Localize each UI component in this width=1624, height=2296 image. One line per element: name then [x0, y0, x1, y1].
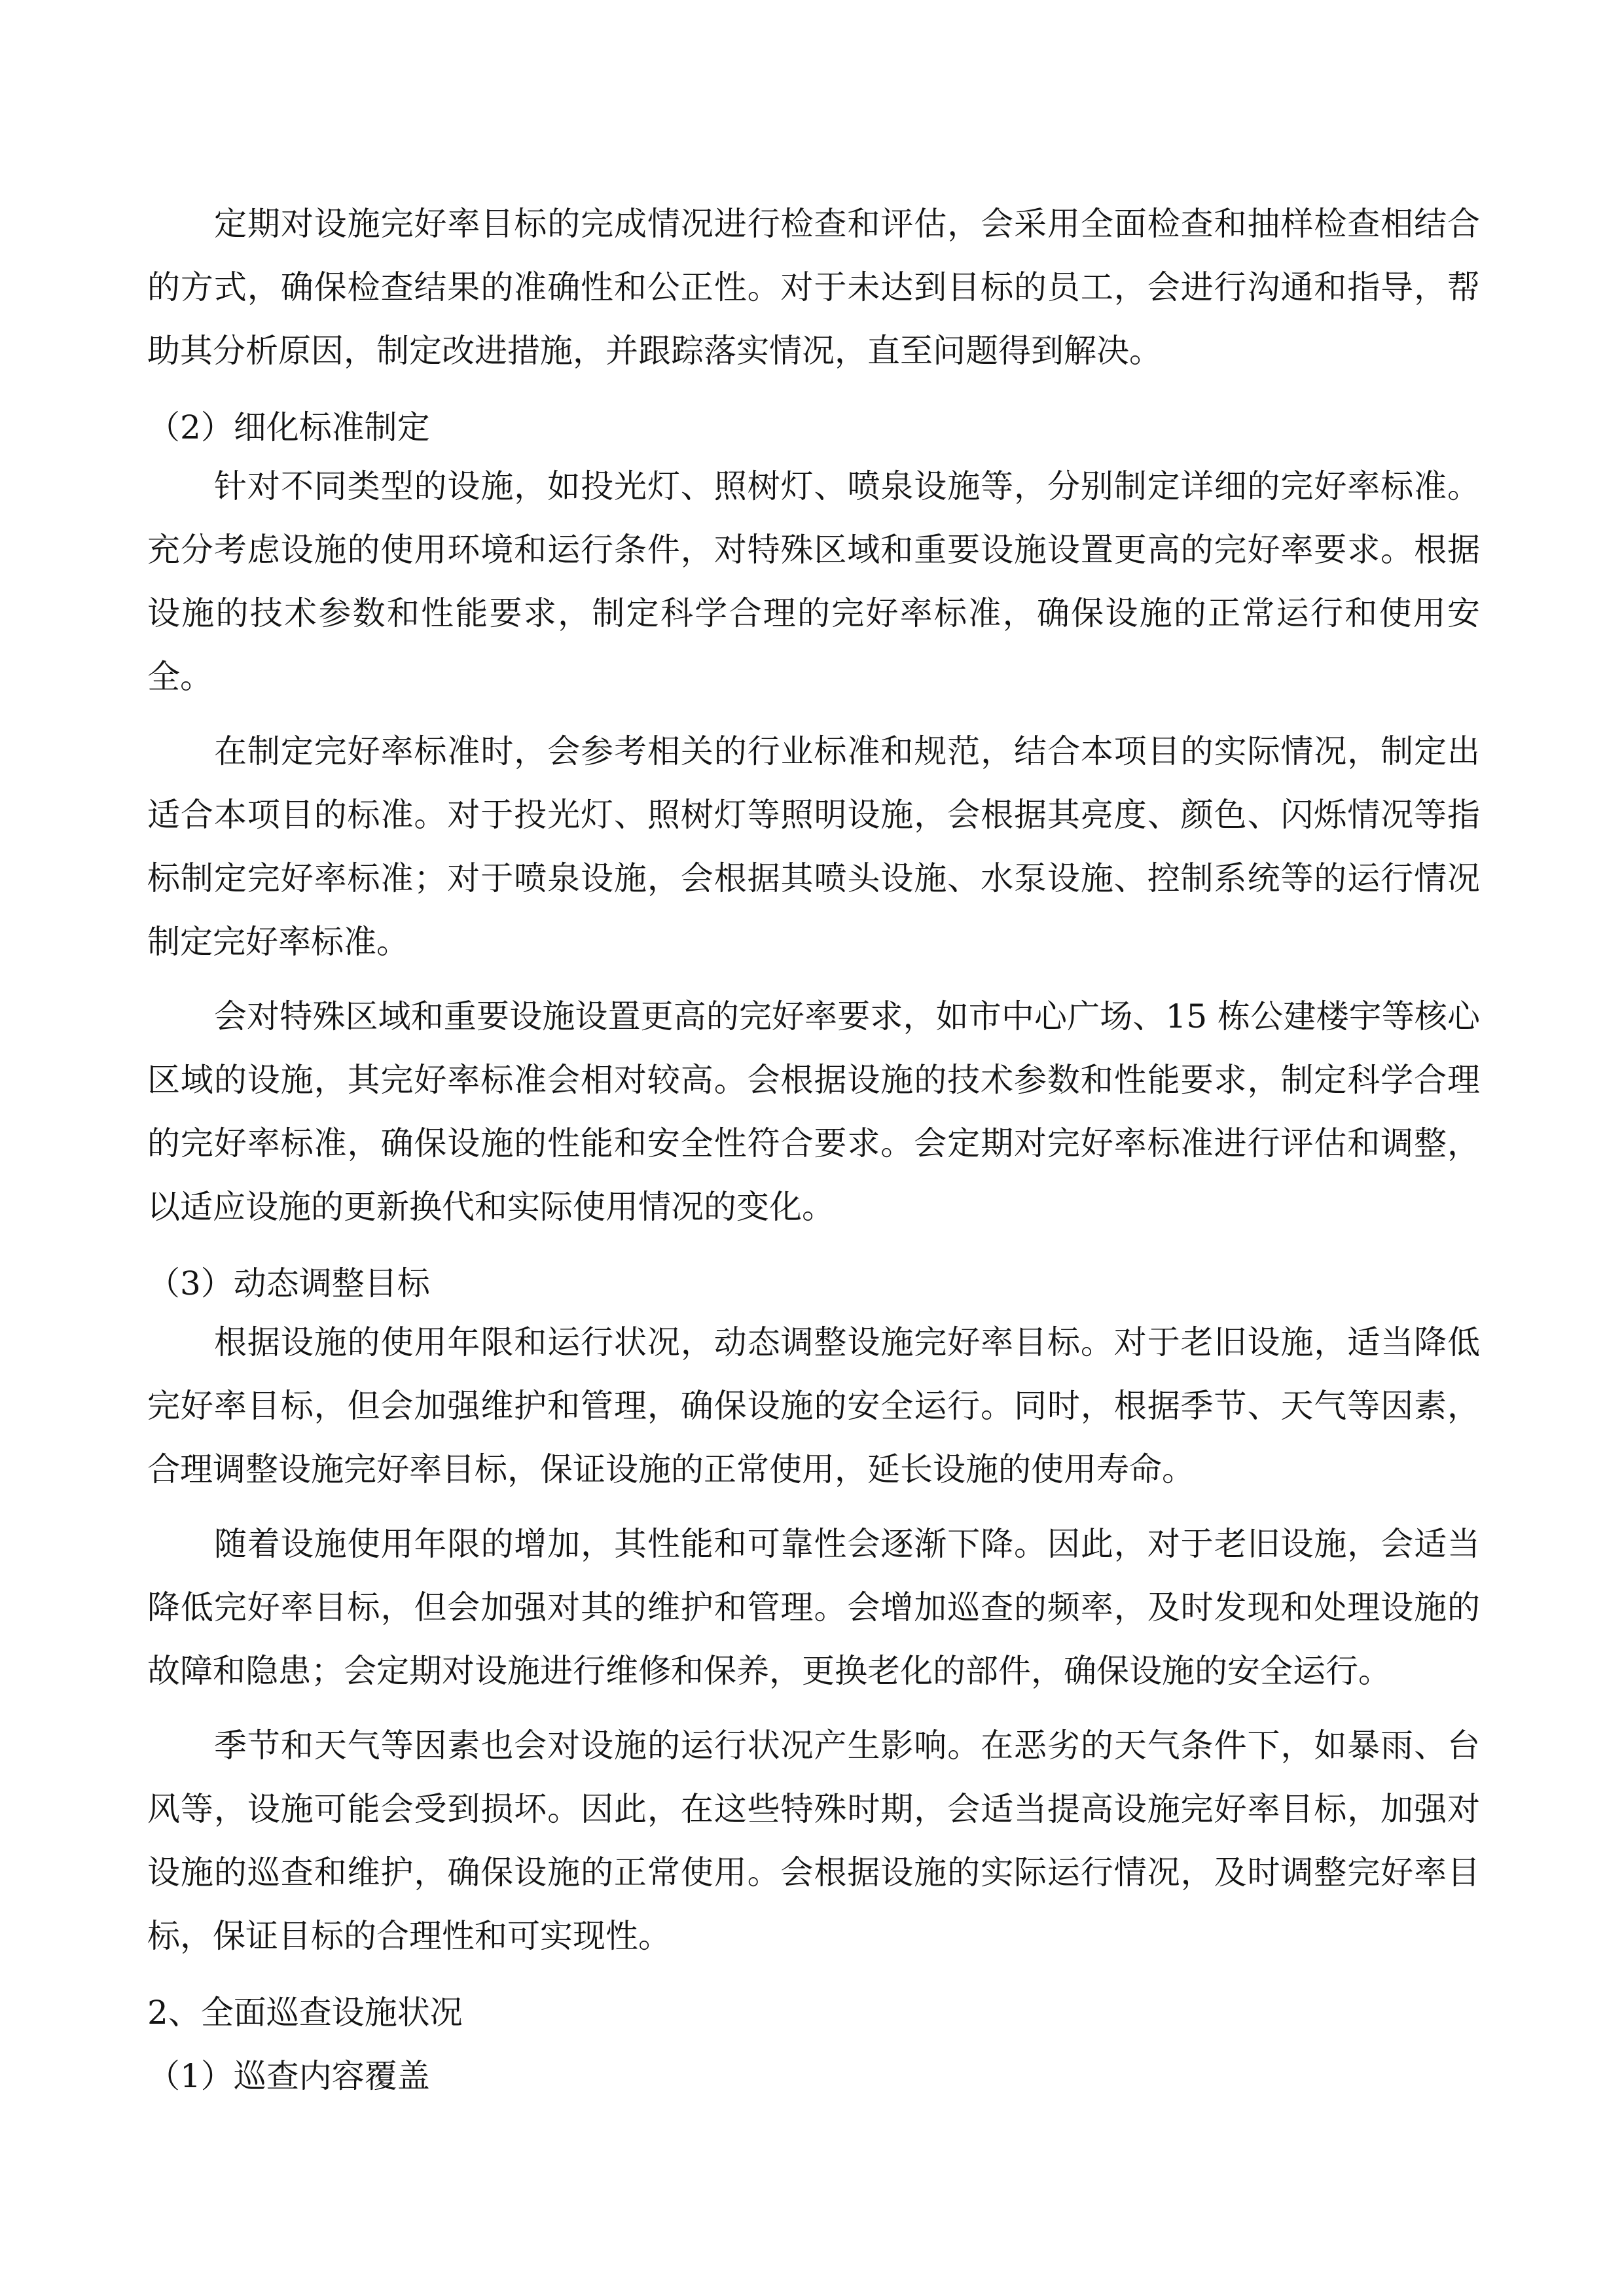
paragraph-line: 会对特殊区域和重要设施设置更高的完好率要求，如市中心广场、15 栋公建楼宇等核心: [214, 997, 1480, 1035]
paragraph-line: 针对不同类型的设施，如投光灯、照树灯、喷泉设施等，分别制定详细的完好率标准。: [214, 467, 1480, 505]
paragraph-line: 根据设施的使用年限和运行状况，动态调整设施完好率目标。对于老旧设施，适当降低: [214, 1323, 1480, 1361]
paragraph-line: 定期对设施完好率目标的完成情况进行检查和评估，会采用全面检查和抽样检查相结合: [214, 205, 1480, 243]
paragraph-service-life: [147, 1311, 1480, 1501]
paragraph-line: 的完好率标准，确保设施的性能和安全性符合要求。会定期对完好率标准进行评估和调整，: [147, 1124, 1480, 1162]
document-body: [147, 192, 1480, 2108]
section-heading-dynamic-adjustment: （3）动态调整目标: [147, 1265, 430, 1302]
paragraph-aging-facilities: [147, 1513, 1480, 1703]
paragraph-line: 区域的设施，其完好率标准会相对较高。会根据设施的技术参数和性能要求，制定科学合理: [147, 1061, 1480, 1099]
section-heading-inspection-coverage: （1）巡查内容覆盖: [147, 2057, 430, 2095]
paragraph-line: 充分考虑设施的使用环境和运行条件，对特殊区域和重要设施设置更高的完好率要求。根据: [147, 531, 1480, 569]
paragraph-special-areas: [147, 985, 1480, 1239]
section-heading-refine-standards: （2）细化标准制定: [147, 408, 430, 446]
paragraph-line: 完好率目标，但会加强维护和管理，确保设施的安全运行。同时，根据季节、天气等因素，: [147, 1387, 1480, 1425]
paragraph-line: 设施的巡查和维护，确保设施的正常使用。会根据设施的实际运行情况，及时调整完好率目: [147, 1854, 1480, 1892]
paragraph-line: 随着设施使用年限的增加，其性能和可靠性会逐渐下降。因此，对于老旧设施，会适当: [214, 1525, 1480, 1563]
paragraph-facility-standards: [147, 455, 1480, 709]
paragraph-industry-standards: [147, 720, 1480, 974]
paragraph-line: 设施的技术参数和性能要求，制定科学合理的完好率标准，确保设施的正常运行和使用安: [147, 594, 1480, 632]
paragraph-line: 合理调整设施完好率目标，保证设施的正常使用，延长设施的使用寿命。: [147, 1450, 1195, 1488]
paragraph-line: 标，保证目标的合理性和可实现性。: [147, 1917, 671, 1955]
paragraph-line: 制定完好率标准。: [147, 923, 409, 961]
paragraph-line: 助其分析原因，制定改进措施，并跟踪落实情况，直至问题得到解决。: [147, 332, 1162, 370]
paragraph-line: 在制定完好率标准时，会参考相关的行业标准和规范，结合本项目的实际情况，制定出: [214, 732, 1480, 770]
paragraph-line: 全。: [147, 658, 213, 696]
paragraph-line: 降低完好率目标，但会加强对其的维护和管理。会增加巡查的频率，及时发现和处理设施的: [147, 1588, 1480, 1626]
paragraph-line: 风等，设施可能会受到损坏。因此，在这些特殊时期，会适当提高设施完好率目标，加强对: [147, 1790, 1480, 1828]
paragraph-inspection-evaluation: [147, 192, 1480, 383]
paragraph-line: 以适应设施的更新换代和实际使用情况的变化。: [147, 1188, 835, 1226]
paragraph-line: 季节和天气等因素也会对设施的运行状况产生影响。在恶劣的天气条件下，如暴雨、台: [214, 1727, 1480, 1765]
paragraph-line: 的方式，确保检查结果的准确性和公正性。对于未达到目标的员工，会进行沟通和指导，帮: [147, 268, 1480, 306]
paragraph-line: 故障和隐患；会定期对设施进行维修和保养，更换老化的部件，确保设施的安全运行。: [147, 1652, 1391, 1690]
paragraph-line: 适合本项目的标准。对于投光灯、照树灯等照明设施，会根据其亮度、颜色、闪烁情况等指: [147, 796, 1480, 834]
section-heading-full-inspection: 2、全面巡查设施状况: [147, 1994, 463, 2032]
paragraph-line: 标制定完好率标准；对于喷泉设施，会根据其喷头设施、水泵设施、控制系统等的运行情况: [147, 859, 1480, 897]
paragraph-weather-factors: [147, 1714, 1480, 1968]
